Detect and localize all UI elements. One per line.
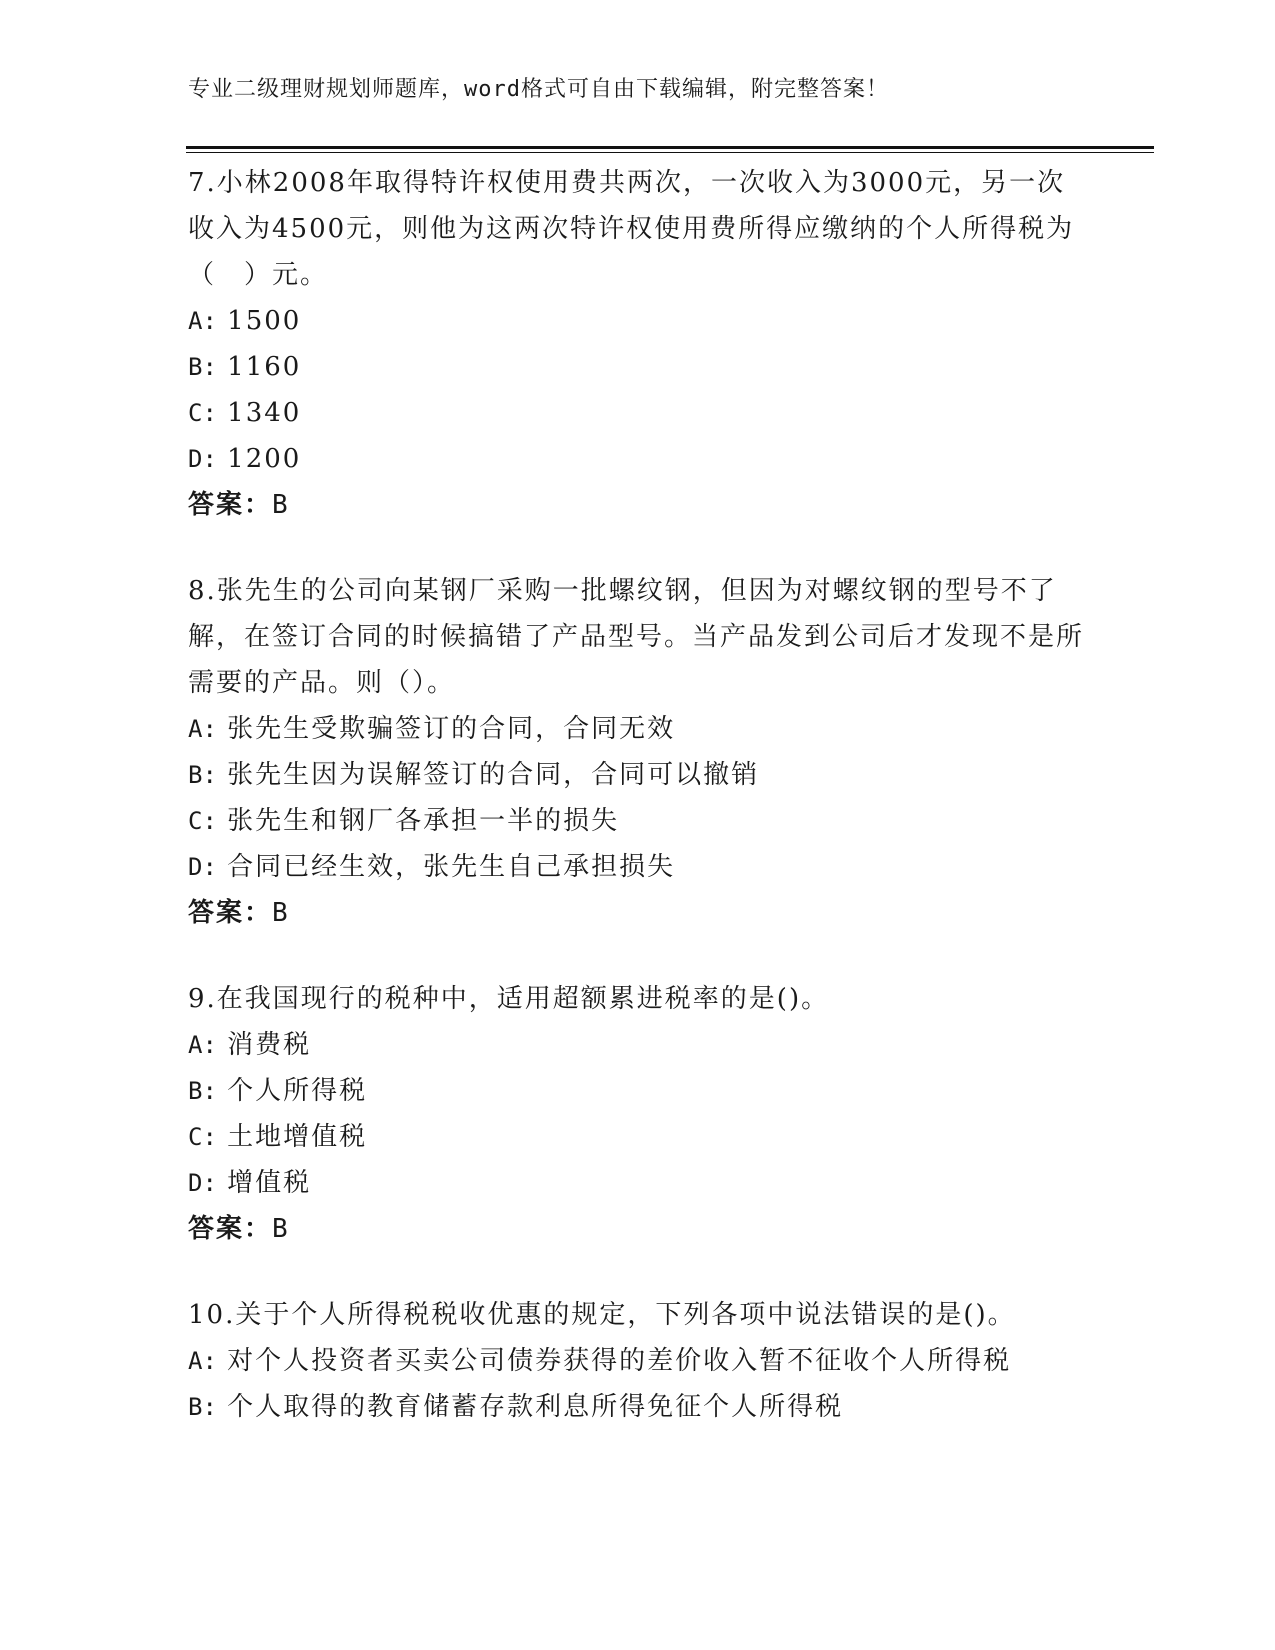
option-text: 合同已经生效，张先生自己承担损失 bbox=[227, 852, 676, 882]
option-letter: A: bbox=[188, 307, 217, 335]
page-header: 专业二级理财规划师题库，word格式可自由下载编辑，附完整答案！ bbox=[188, 77, 889, 102]
option-text: 张先生受欺骗签订的合同，合同无效 bbox=[227, 714, 676, 744]
answer-label: 答案： bbox=[188, 898, 273, 928]
option-b bbox=[188, 1068, 1088, 1114]
question-7 bbox=[188, 160, 1088, 528]
answer-line bbox=[188, 1206, 1088, 1252]
answer-line bbox=[188, 890, 1088, 936]
option-text: 张先生和钢厂各承担一半的损失 bbox=[227, 806, 620, 836]
option-letter: A: bbox=[188, 715, 217, 743]
question-8 bbox=[188, 568, 1088, 936]
option-c bbox=[188, 1114, 1088, 1160]
option-a bbox=[188, 1022, 1088, 1068]
option-letter: D: bbox=[188, 1169, 217, 1197]
answer-value: B bbox=[272, 898, 290, 928]
question-list bbox=[188, 160, 1088, 1470]
option-text: 个人所得税 bbox=[227, 1076, 368, 1106]
answer-label: 答案： bbox=[188, 1214, 273, 1244]
option-text: 1340 bbox=[227, 398, 302, 428]
option-letter: C: bbox=[188, 1123, 217, 1151]
option-letter: D: bbox=[188, 853, 217, 881]
question-stem: 10.关于个人所得税税收优惠的规定，下列各项中说法错误的是()。 bbox=[188, 1300, 1016, 1330]
question-10 bbox=[188, 1292, 1088, 1430]
option-c bbox=[188, 798, 1088, 844]
option-a bbox=[188, 298, 1088, 344]
option-text: 1500 bbox=[227, 306, 302, 336]
option-letter: D: bbox=[188, 445, 217, 473]
option-b bbox=[188, 752, 1088, 798]
header-rule-thin bbox=[186, 152, 1154, 153]
option-letter: C: bbox=[188, 807, 217, 835]
option-d bbox=[188, 844, 1088, 890]
option-text: 1160 bbox=[227, 352, 302, 382]
option-text: 对个人投资者买卖公司债券获得的差价收入暂不征收个人所得税 bbox=[227, 1346, 1012, 1376]
question-stem: 9.在我国现行的税种中，适用超额累进税率的是()。 bbox=[188, 984, 830, 1014]
option-letter: B: bbox=[188, 1077, 217, 1105]
answer-label: 答案： bbox=[188, 490, 273, 520]
option-letter: B: bbox=[188, 1393, 217, 1421]
option-text: 1200 bbox=[227, 444, 302, 474]
option-text: 消费税 bbox=[227, 1030, 312, 1060]
option-text: 增值税 bbox=[227, 1168, 312, 1198]
option-text: 土地增值税 bbox=[227, 1122, 368, 1152]
answer-value: B bbox=[272, 1214, 290, 1244]
option-d bbox=[188, 436, 1088, 482]
header-rule-thick bbox=[186, 146, 1154, 149]
question-stem: 7.小林2008年取得特许权使用费共两次，一次收入为3000元，另一次收入为4500元，则他为这两次特许权使用费所得应缴纳的个人所得税为（ ）元。 bbox=[188, 168, 1075, 290]
answer-line bbox=[188, 482, 1088, 528]
option-letter: C: bbox=[188, 399, 217, 427]
option-text: 张先生因为误解签订的合同，合同可以撤销 bbox=[227, 760, 760, 790]
option-b bbox=[188, 1384, 1088, 1430]
option-b bbox=[188, 344, 1088, 390]
question-stem: 8.张先生的公司向某钢厂采购一批螺纹钢，但因为对螺纹钢的型号不了解，在签订合同的时候搞错了产品型号。当产品发到公司后才发现不是所需要的产品。则（）。 bbox=[188, 576, 1085, 698]
option-letter: A: bbox=[188, 1347, 217, 1375]
option-c bbox=[188, 390, 1088, 436]
option-letter: A: bbox=[188, 1031, 217, 1059]
option-a bbox=[188, 706, 1088, 752]
option-a bbox=[188, 1338, 1088, 1384]
option-d bbox=[188, 1160, 1088, 1206]
option-letter: B: bbox=[188, 761, 217, 789]
option-letter: B: bbox=[188, 353, 217, 381]
option-text: 个人取得的教育储蓄存款利息所得免征个人所得税 bbox=[227, 1392, 844, 1422]
answer-value: B bbox=[272, 490, 290, 520]
question-9 bbox=[188, 976, 1088, 1252]
